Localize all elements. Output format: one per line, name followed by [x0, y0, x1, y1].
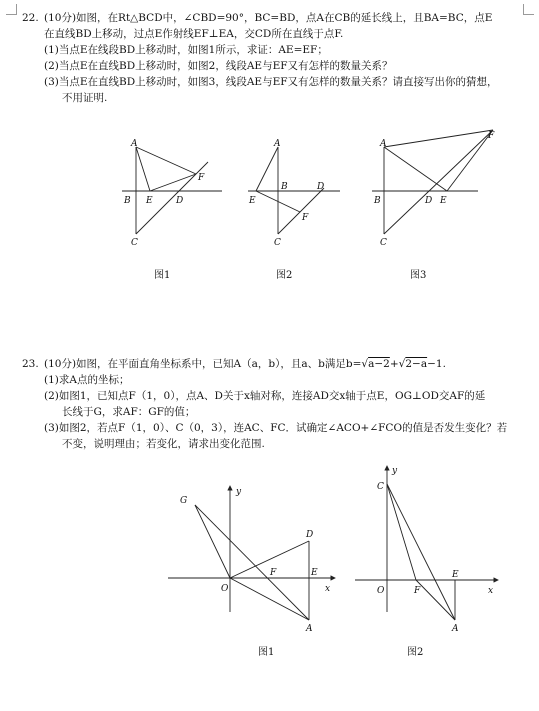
q23-part1: (1)求A点的坐标；	[44, 374, 130, 386]
q23-part2-line1: (2)如图1，已知点F（1，0），点A、D关于x轴对称，连接AD交x轴于点E，OG⊥OD交AF的延	[44, 390, 486, 402]
sqrt-symbol-1: √	[361, 358, 369, 370]
sqrt-symbol-2: √	[398, 358, 406, 370]
q23-sqrt-2: 2−a	[405, 358, 428, 370]
q22-fig3-label-d: D	[425, 196, 433, 206]
q22-fig3-label-b: B	[374, 196, 381, 206]
q23-fig1-label-d: D	[306, 530, 314, 540]
q23-line1-text: (10分)如图，在平面直角坐标系中，已知A（a，b），且a、b满足b=	[44, 358, 362, 370]
q22-fig3-label-e: E	[440, 196, 447, 206]
q22-fig1-label-e: E	[146, 196, 153, 206]
q22-fig1-label-a: A	[131, 139, 138, 149]
q23-line1-end: −1.	[427, 358, 446, 370]
q22-fig1-label-d: D	[176, 196, 184, 206]
q23-plus: +	[389, 358, 399, 370]
q22-part3-line2: 不用证明.	[62, 92, 108, 104]
q23-fig1-label-y: y	[236, 487, 242, 497]
q23-part3-line1: (3)如图2，若点F（1，0）、C（0，3），连AC、FC．试确定∠ACO+∠FCO的值是否发生变化？若	[44, 422, 508, 434]
q22-part1: (1)当点E在线段BD上移动时，如图1所示，求证：AE=EF；	[44, 44, 328, 56]
q23-fig2-label-e: E	[452, 570, 459, 580]
q23-fig1-label-e: E	[311, 568, 318, 578]
q22-fig1-label-b: B	[124, 196, 131, 206]
q23-fig2-label-c: C	[377, 482, 384, 492]
q22-fig3-caption: 图3	[410, 270, 427, 281]
q23-fig1-label-g: G	[180, 496, 188, 506]
q23-number: 23.	[22, 358, 39, 370]
q23-fig1-caption: 图1	[258, 647, 275, 658]
q23-part3-line2: 不变，说明理由；若变化，请求出变化范围.	[62, 438, 265, 450]
q23-fig2-caption: 图2	[407, 647, 424, 658]
q22-fig2-label-e: E	[249, 196, 256, 206]
q23-fig1-label-a: A	[306, 624, 313, 634]
q22-fig3-label-c: C	[380, 238, 387, 248]
q23-fig1-label-f: F	[270, 568, 277, 578]
q23-fig2-label-x: x	[488, 586, 494, 596]
q22-fig1-label-f: F	[198, 173, 205, 183]
q22-fig2-label-f: F	[302, 213, 309, 223]
q23-fig2-label-y: y	[392, 466, 398, 476]
q22-fig1-label-c: C	[131, 238, 138, 248]
q22-fig2-label-a: A	[274, 139, 281, 149]
q22-fig1-caption: 图1	[154, 270, 171, 281]
q22-part2: (2)当点E在直线BD上移动时，如图2，线段AE与EF又有怎样的数量关系？	[44, 60, 393, 72]
q22-fig3-label-a: A	[380, 139, 387, 149]
q22-part3-line1: (3)当点E在直线BD上移动时，如图3，线段AE与EF又有怎样的数量关系？请直接写出你的猜想，	[44, 76, 498, 88]
q23-sqrt-1: a−2	[368, 358, 390, 370]
q23-fig1-label-x: x	[325, 584, 331, 594]
q23-fig2-label-a: A	[452, 624, 459, 634]
q22-fig2-label-b: B	[281, 182, 288, 192]
q22-line2: 在直线BD上移动，过点E作射线EF⊥EA，交CD所在直线于点F.	[44, 28, 344, 40]
q23-fig2-label-f: F	[414, 586, 421, 596]
q22-line1: (10分)如图，在Rt△BCD中，∠CBD=90°，BC=BD，点A在CB的延长线上，且BA=BC，点E	[44, 12, 493, 24]
q22-fig2-label-d: D	[317, 182, 325, 192]
q22-fig2-caption: 图2	[276, 270, 293, 281]
q23-part2-line2: 长线于G，求AF：GF的值；	[62, 406, 196, 418]
q22-fig3-label-f: F	[488, 131, 495, 141]
q23-fig1-label-o: O	[221, 584, 229, 594]
q23-fig2-label-o: O	[377, 586, 385, 596]
q22-number: 22.	[22, 12, 39, 24]
q22-fig2-label-c: C	[274, 238, 281, 248]
